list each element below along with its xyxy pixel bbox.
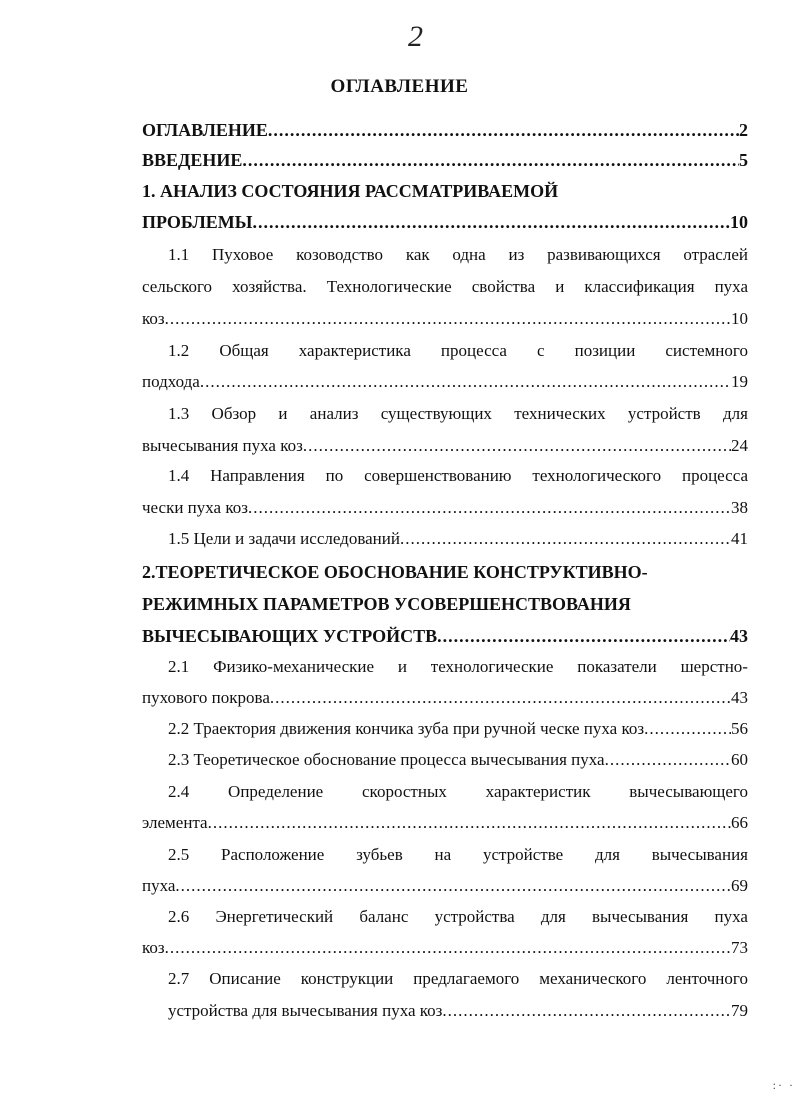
dot-leader — [200, 372, 731, 392]
toc-word: конструкции — [300, 969, 394, 988]
toc-entry — [168, 466, 748, 486]
toc-word: совершенствованию — [364, 466, 512, 485]
toc-entry-title: 1. АНАЛИЗ СОСТОЯНИЯ РАССМАТРИВАЕМОЙ — [142, 181, 559, 201]
toc-word: процесса — [440, 341, 507, 360]
toc-entry — [142, 150, 748, 170]
toc-word: Технологические — [326, 277, 452, 296]
toc-page-number: 41 — [731, 529, 748, 548]
toc-entry — [142, 594, 748, 614]
toc-entry-title: чески пуха коз — [142, 498, 248, 517]
dot-leader — [303, 436, 731, 456]
toc-entry — [142, 277, 748, 297]
toc-word: устройств — [627, 404, 701, 423]
toc-entry-title: ОГЛАВЛЕНИЕ — [142, 120, 268, 140]
toc-word: 1.4 — [168, 466, 190, 485]
toc-word: ленточного — [666, 969, 748, 988]
page-title: ОГЛАВЛЕНИЕ — [330, 76, 469, 97]
toc-word: козоводство — [296, 245, 384, 264]
toc-word: сельского — [142, 277, 213, 296]
toc-entry-title: 2.3 Теоретическое обоснование процесса вычесывания пуха — [168, 750, 605, 769]
toc-page-number: 73 — [731, 938, 748, 957]
toc-word: свойства — [471, 277, 536, 296]
toc-word: Физико-механические — [213, 657, 375, 676]
toc-entry — [168, 1001, 748, 1021]
toc-page-number: 69 — [731, 876, 748, 895]
toc-word: баланс — [359, 907, 409, 926]
toc-word: устройстве — [482, 845, 564, 864]
dot-leader — [248, 498, 731, 518]
toc-entry — [168, 245, 748, 265]
toc-entry — [142, 212, 748, 232]
toc-entry — [168, 750, 748, 770]
toc-word: зубьев — [356, 845, 403, 864]
toc-word: 2.1 — [168, 657, 190, 676]
toc-word: характеристик — [485, 782, 591, 801]
toc-word: одна — [452, 245, 486, 264]
handwritten-page-number: 2 — [408, 20, 423, 53]
toc-word: процесса — [681, 466, 748, 485]
dot-leader — [175, 876, 731, 896]
toc-word: хозяйства. — [232, 277, 307, 296]
dot-leader — [605, 750, 731, 770]
toc-word: для — [722, 404, 748, 423]
toc-word: предлагаемого — [413, 969, 520, 988]
toc-word: развивающихся — [547, 245, 661, 264]
dot-leader — [442, 1001, 731, 1021]
toc-word: показатели — [577, 657, 657, 676]
toc-page-number: 38 — [731, 498, 748, 517]
toc-word: классификация — [584, 277, 695, 296]
toc-word: технологического — [532, 466, 662, 485]
toc-word: вычесывающего — [629, 782, 748, 801]
toc-word: вычесывания — [651, 845, 748, 864]
toc-word: 1.3 — [168, 404, 190, 423]
toc-entry-title: 2.ТЕОРЕТИЧЕСКОЕ ОБОСНОВАНИЕ КОНСТРУКТИВНО- — [142, 562, 648, 582]
toc-word: из — [508, 245, 525, 264]
toc-page-number: 43 — [730, 626, 748, 646]
toc-word: и — [278, 404, 288, 423]
toc-page-number: 24 — [731, 436, 748, 455]
toc-word: Общая — [219, 341, 269, 360]
dot-leader — [644, 719, 731, 739]
toc-word: для — [540, 907, 566, 926]
toc-entry — [142, 372, 748, 392]
scan-artifact: :· · — [772, 1078, 795, 1092]
dot-leader — [165, 309, 731, 329]
toc-entry — [168, 529, 748, 549]
toc-page-number: 66 — [731, 813, 748, 832]
toc-entry — [168, 845, 748, 865]
toc-page-number: 19 — [731, 372, 748, 391]
toc-entry-title: элемента — [142, 813, 208, 832]
dot-leader — [242, 150, 739, 170]
toc-word: устройства — [434, 907, 515, 926]
toc-word: скоростных — [362, 782, 447, 801]
toc-entry-title: устройства для вычесывания пуха коз — [168, 1001, 443, 1020]
toc-entry-title: 2.2 Траектория движения кончика зуба при ручной ческе пуха коз — [168, 719, 645, 738]
toc-word: как — [405, 245, 430, 264]
toc-page-number: 56 — [731, 719, 748, 738]
toc-word: на — [434, 845, 452, 864]
toc-entry — [168, 341, 748, 361]
dot-leader — [208, 813, 731, 833]
toc-word: и — [397, 657, 407, 676]
toc-word: 2.7 — [168, 969, 190, 988]
dot-leader — [437, 626, 730, 646]
toc-word: анализ — [309, 404, 359, 423]
dot-leader — [270, 688, 731, 708]
toc-word: Обзор — [211, 404, 257, 423]
toc-entry — [168, 719, 748, 739]
toc-word: по — [325, 466, 344, 485]
toc-entry — [142, 562, 748, 582]
toc-entry-title: пуха — [142, 876, 176, 895]
toc-entry — [142, 498, 748, 518]
toc-entry-title: коз — [142, 309, 165, 328]
toc-word: технических — [514, 404, 606, 423]
toc-entry — [142, 626, 748, 646]
toc-word: вычесывания — [592, 907, 689, 926]
toc-entry-title: коз — [142, 938, 165, 957]
toc-word: 2.5 — [168, 845, 190, 864]
dot-leader — [268, 120, 739, 140]
toc-page-number: 2 — [739, 120, 748, 140]
dot-leader — [165, 938, 731, 958]
toc-entry — [142, 938, 748, 958]
toc-word: Направления — [210, 466, 305, 485]
toc-page-number: 79 — [731, 1001, 748, 1020]
toc-word: пуха — [714, 277, 748, 296]
toc-page-number: 5 — [739, 150, 748, 170]
toc-entry — [142, 309, 748, 329]
toc-entry — [142, 181, 748, 201]
toc-entry-title: ПРОБЛЕМЫ — [142, 212, 253, 232]
toc-entry-title: РЕЖИМНЫХ ПАРАМЕТРОВ УСОВЕРШЕНСТВОВАНИЯ — [142, 594, 631, 614]
toc-word: технологические — [430, 657, 554, 676]
toc-entry-title: 1.5 Цели и задачи исследований — [168, 529, 400, 548]
toc-word: 1.2 — [168, 341, 190, 360]
toc-page-number: 10 — [731, 309, 748, 328]
toc-page-number: 60 — [731, 750, 748, 769]
dot-leader — [252, 212, 730, 232]
toc-word: существующих — [380, 404, 492, 423]
toc-entry — [168, 969, 748, 989]
toc-entry-title: ВЫЧЕСЫВАЮЩИХ УСТРОЙСТВ — [142, 626, 438, 646]
toc-word: позиции — [574, 341, 636, 360]
toc-word: 2.6 — [168, 907, 190, 926]
toc-entry-title: вычесывания пуха коз — [142, 436, 303, 455]
toc-entry — [168, 782, 748, 802]
toc-word: Расположение — [221, 845, 325, 864]
toc-entry-title: пухового покрова — [142, 688, 270, 707]
toc-entry — [168, 657, 748, 677]
toc-entry — [142, 436, 748, 456]
toc-entry — [142, 813, 748, 833]
toc-entry — [142, 876, 748, 896]
toc-word: Энергетический — [215, 907, 334, 926]
toc-word: системного — [665, 341, 748, 360]
toc-entry — [168, 907, 748, 927]
toc-word: Определение — [228, 782, 324, 801]
toc-entry-title: ВВЕДЕНИЕ — [142, 150, 243, 170]
toc-entry — [142, 120, 748, 140]
toc-word: пуха — [714, 907, 748, 926]
toc-page-number: 10 — [730, 212, 748, 232]
toc-word: для — [594, 845, 620, 864]
toc-word: 1.1 — [168, 245, 190, 264]
toc-word: и — [555, 277, 565, 296]
dot-leader — [400, 529, 731, 549]
toc-word: шерстно- — [680, 657, 748, 676]
toc-entry — [142, 688, 748, 708]
toc-word: 2.4 — [168, 782, 190, 801]
toc-word: с — [537, 341, 545, 360]
toc-word: механического — [539, 969, 647, 988]
toc-word: Пуховое — [212, 245, 274, 264]
toc-word: отраслей — [683, 245, 748, 264]
toc-word: Описание — [209, 969, 281, 988]
toc-entry-title: подхода — [142, 372, 200, 391]
toc-word: характеристика — [298, 341, 411, 360]
toc-entry — [168, 404, 748, 424]
toc-page-number: 43 — [731, 688, 748, 707]
